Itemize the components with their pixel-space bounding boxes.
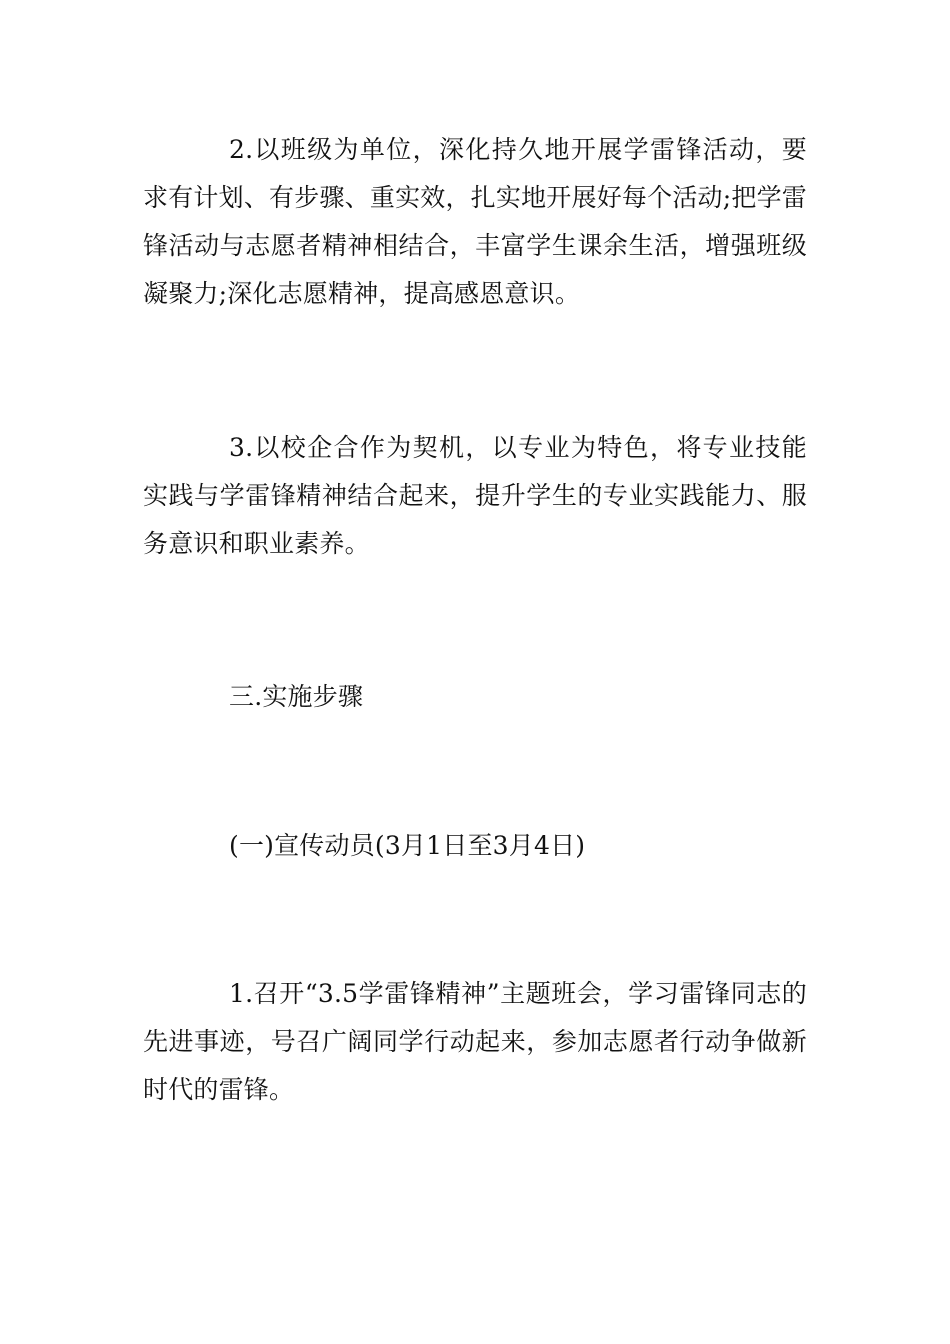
section-heading-implementation-steps: 三.实施步骤: [229, 682, 364, 711]
subsection-heading-publicity: (一)宣传动员(3月1日至3月4日): [229, 831, 586, 860]
paragraph-class-activities: 2.以班级为单位，深化持久地开展学雷锋活动，要求有计划、有步骤、重实效，扎实地开展好每个活动;把学雷锋活动与志愿者精神相结合，丰富学生课余生活，增强班级凝聚力;深化志愿精神，提高感恩意识。: [143, 135, 807, 308]
paragraph-theme-class-meeting: 1.召开“3.5学雷锋精神”主题班会，学习雷锋同志的先进事迹，号召广阔同学行动起来，参加志愿者行动争做新时代的雷锋。: [143, 979, 807, 1104]
paragraph-school-enterprise: 3.以校企合作为契机，以专业为特色，将专业技能实践与学雷锋精神结合起来，提升学生的专业实践能力、服务意识和职业素养。: [143, 433, 807, 558]
